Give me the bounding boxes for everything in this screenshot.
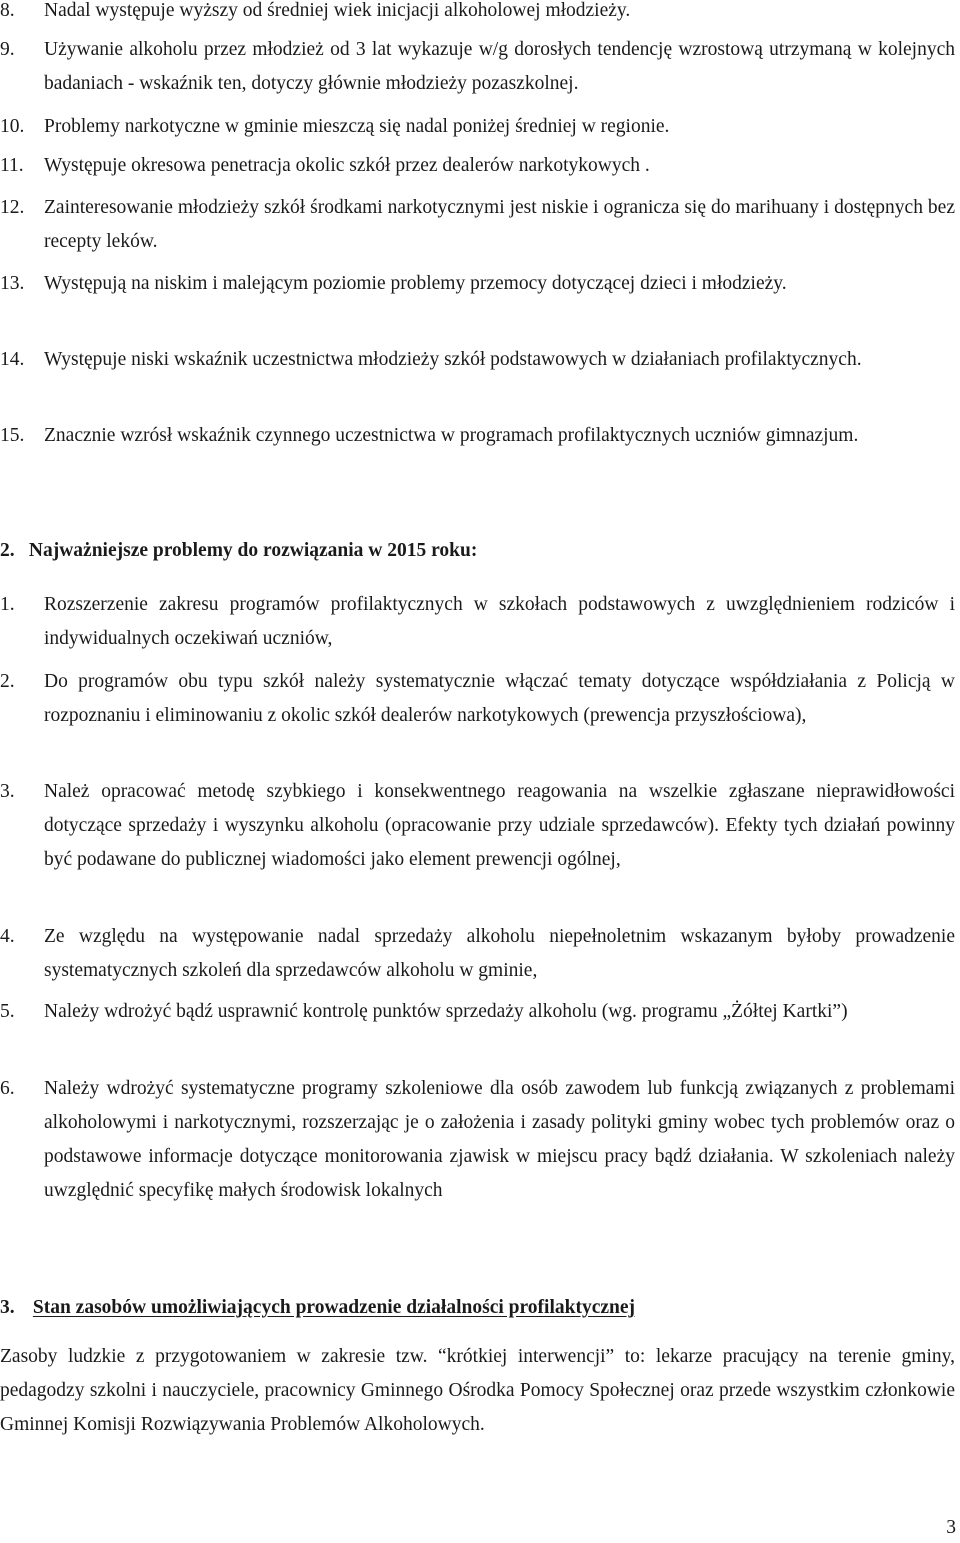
list-item-text: Rozszerzenie zakresu programów profilaktycznych w szkołach podstawowych z uwzględnieniem rodziców i indywidualnych oczekiwań uczniów, [44, 594, 955, 649]
list-item [0, 1072, 955, 1208]
section-title: Stan zasobów umożliwiających prowadzenie działalności profilaktycznej [32, 1297, 636, 1318]
list-item [0, 775, 955, 877]
list-item-text: Znacznie wzrósł wskaźnik czynnego uczestnictwa w programach profilaktycznych uczniów gimnazjum. [44, 425, 859, 446]
list-item-text: Zainteresowanie młodzieży szkół środkami narkotycznymi jest niskie i ogranicza się do marihuany i dostępnych bez recepty leków. [44, 197, 955, 252]
list-item [0, 267, 955, 301]
section-heading [0, 534, 955, 568]
section-number: 2. [0, 540, 15, 561]
list-item-text: Występują na niskim i malejącym poziomie problemy przemocy dotyczącej dzieci i młodzieży. [44, 273, 787, 294]
list-item-number: 8. [0, 0, 15, 21]
list-item-number: 15. [0, 425, 25, 446]
list-item-text: Występuje okresowa penetracja okolic szkół przez dealerów narkotykowych . [44, 155, 650, 176]
list-item-number: 6. [0, 1078, 15, 1099]
list-item-number: 2. [0, 671, 15, 692]
list-item [0, 149, 955, 183]
section-title: Najważniejsze problemy do rozwiązania w 2015 roku: [28, 540, 478, 561]
page-number: 3 [946, 1517, 956, 1538]
list-item [0, 0, 955, 28]
list-item-text: Problemy narkotyczne w gminie mieszczą się nadal poniżej średniej w regionie. [44, 116, 670, 137]
list-item-number: 5. [0, 1001, 15, 1022]
body-paragraph: Zasoby ludzkie z przygotowaniem w zakresie tzw. “krótkiej interwencji” to: lekarze pracujący na terenie gminy, pedagodzy szkolni i nauczyciele, pracownicy Gminnego Ośrodka Pomocy Społecznej oraz przede wszystkim członkowie Gminnej Komisji Rozwiązywania Problemów Alkoholowych. [0, 1346, 955, 1435]
section-heading [0, 1291, 955, 1325]
list-item-text: Używanie alkoholu przez młodzież od 3 lat wykazuje w/g dorosłych tendencję wzrostową utrzymaną w kolejnych badaniach - wskaźnik ten, dotyczy głównie młodzieży pozaszkolnej. [44, 39, 955, 94]
list-item-text: Należy wdrożyć systematyczne programy szkoleniowe dla osób zawodem lub funkcją związanych z problemami alkoholowymi i narkotycznymi, rozszerzając je o założenia i zasady polityki gminy wobec tych problemów oraz o podstawowe informacje dotyczące monitorowania zjawisk w miejscu pracy bądź działania. W szkoleniach należy uwzględnić specyfikę małych środowisk lokalnych [44, 1078, 955, 1201]
list-item-text: Do programów obu typu szkół należy systematycznie włączać tematy dotyczące współdziałania z Policją w rozpoznaniu i eliminowaniu z okolic szkół dealerów narkotykowych (prewencja przyszłościowa), [44, 671, 955, 726]
list-item [0, 588, 955, 656]
list-item [0, 665, 955, 733]
list-item-number: 9. [0, 39, 15, 60]
list-item [0, 33, 955, 101]
list-item-number: 11. [0, 155, 24, 176]
section-number: 3. [0, 1297, 15, 1318]
list-item-number: 3. [0, 781, 15, 802]
list-item-number: 10. [0, 116, 25, 137]
list-item [0, 419, 955, 453]
list-item-number: 13. [0, 273, 25, 294]
list-item-number: 14. [0, 349, 25, 370]
list-item [0, 110, 955, 144]
list-item-text: Nadal występuje wyższy od średniej wiek inicjacji alkoholowej młodzieży. [44, 0, 631, 21]
list-item-text: Należy wdrożyć bądź usprawnić kontrolę punktów sprzedaży alkoholu (wg. programu „Żółtej Kartki”) [44, 1001, 848, 1022]
list-item-number: 1. [0, 594, 15, 615]
list-item [0, 995, 955, 1029]
list-item [0, 920, 955, 988]
list-item-number: 12. [0, 197, 25, 218]
list-item-text: Należ opracować metodę szybkiego i konsekwentnego reagowania na wszelkie zgłaszane nieprawidłowości dotyczące sprzedaży i wyszynku alkoholu (opracowanie przy udziale sprzedawców). Efekty tych działań powinny być podawane do publicznej wiadomości jako element prewencji ogólnej, [44, 781, 955, 870]
list-item [0, 191, 955, 259]
list-item-text: Ze względu na występowanie nadal sprzedaży alkoholu niepełnoletnim wskazanym byłoby prowadzenie systematycznych szkoleń dla sprzedawców alkoholu w gminie, [44, 926, 955, 981]
list-item [0, 343, 955, 377]
list-item-text: Występuje niski wskaźnik uczestnictwa młodzieży szkół podstawowych w działaniach profilaktycznych. [44, 349, 862, 370]
list-item-number: 4. [0, 926, 15, 947]
